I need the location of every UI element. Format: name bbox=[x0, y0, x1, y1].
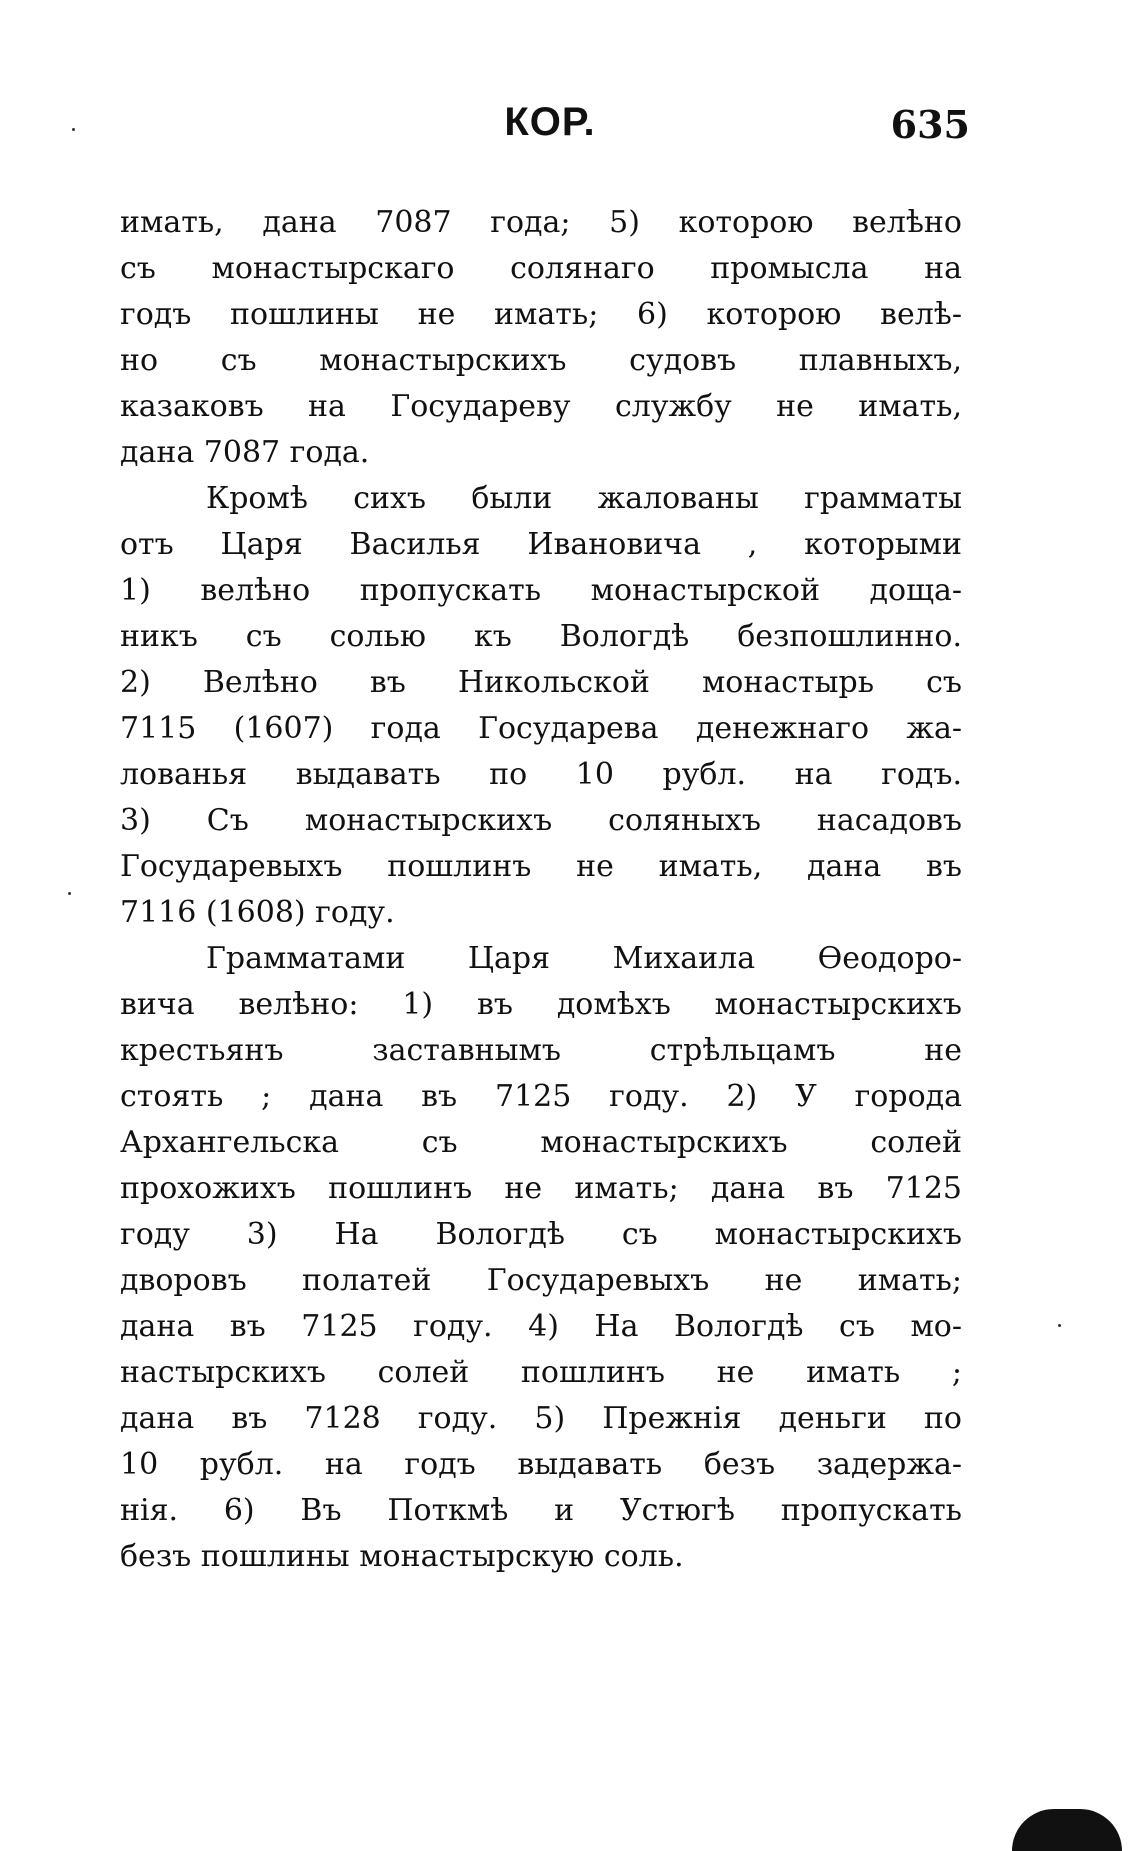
text-line: 10 рубл. на годъ выдавать безъ задержа- bbox=[120, 1447, 962, 1482]
text-block bbox=[120, 200, 962, 1580]
text-line: вича велѣно: 1) въ домѣхъ монастырскихъ bbox=[120, 987, 962, 1022]
scan-speck bbox=[1058, 1324, 1061, 1327]
text-line: лованья выдавать по 10 рубл. на годъ. bbox=[120, 757, 962, 792]
text-line: дана въ 7128 году. 5) Прежнія деньги по bbox=[120, 1401, 962, 1436]
text-line: Кромѣ сихъ были жалованы грамматы bbox=[206, 481, 962, 516]
text-line: Государевыхъ пошлинъ не имать, дана въ bbox=[120, 849, 962, 884]
text-line: прохожихъ пошлинъ не имать; дана въ 7125 bbox=[120, 1171, 962, 1206]
text-line: 3) Съ монастырскихъ соляныхъ насадовъ bbox=[120, 803, 962, 838]
text-line: 2) Велѣно въ Никольской монастырь съ bbox=[120, 665, 962, 700]
text-line: стоять ; дана въ 7125 году. 2) У города bbox=[120, 1079, 962, 1114]
text-line: году 3) На Вологдѣ съ монастырскихъ bbox=[120, 1217, 962, 1252]
scan-speck bbox=[72, 128, 75, 131]
text-line: но съ монастырскихъ судовъ плавныхъ, bbox=[120, 343, 962, 378]
text-line: нія. 6) Въ Поткмѣ и Устюгѣ пропускать bbox=[120, 1493, 962, 1528]
text-line: годъ пошлины не имать; 6) которою велѣ- bbox=[120, 297, 962, 332]
text-line: дворовъ полатей Государевыхъ не имать; bbox=[120, 1263, 962, 1298]
running-head bbox=[120, 100, 980, 160]
text-line: Архангельска съ монастырскихъ солей bbox=[120, 1125, 962, 1160]
text-line: дана въ 7125 году. 4) На Вологдѣ съ мо- bbox=[120, 1309, 962, 1344]
scan-speck bbox=[68, 892, 71, 895]
paragraph-2 bbox=[120, 476, 962, 936]
text-line: казаковъ на Государеву службу не имать, bbox=[120, 389, 962, 424]
text-line: дана 7087 года. bbox=[120, 435, 370, 470]
running-title: КОР. bbox=[504, 100, 596, 144]
text-line: настырскихъ солей пошлинъ не имать ; bbox=[120, 1355, 962, 1390]
text-line: съ монастырскаго солянаго промысла на bbox=[120, 251, 962, 286]
text-line: крестьянъ заставнымъ стрѣльцамъ не bbox=[120, 1033, 962, 1068]
page-number: 635 bbox=[890, 102, 970, 147]
text-line: имать, дана 7087 года; 5) которою велѣно bbox=[120, 205, 962, 240]
ink-blot bbox=[1012, 1809, 1122, 1851]
text-line: отъ Царя Василья Ивановича , которыми bbox=[120, 527, 962, 562]
text-line: Грамматами Царя Михаила Ѳеодоро- bbox=[206, 941, 962, 976]
paragraph-3 bbox=[120, 936, 962, 1580]
text-line: никъ съ солью къ Вологдѣ безпошлинно. bbox=[120, 619, 962, 654]
text-line: 1) велѣно пропускать монастырской доща- bbox=[120, 573, 962, 608]
text-line: безъ пошлины монастырскую соль. bbox=[120, 1539, 684, 1574]
text-line: 7115 (1607) года Государева денежнаго жа- bbox=[120, 711, 962, 746]
text-line: 7116 (1608) году. bbox=[120, 895, 395, 930]
paragraph-1 bbox=[120, 200, 962, 476]
